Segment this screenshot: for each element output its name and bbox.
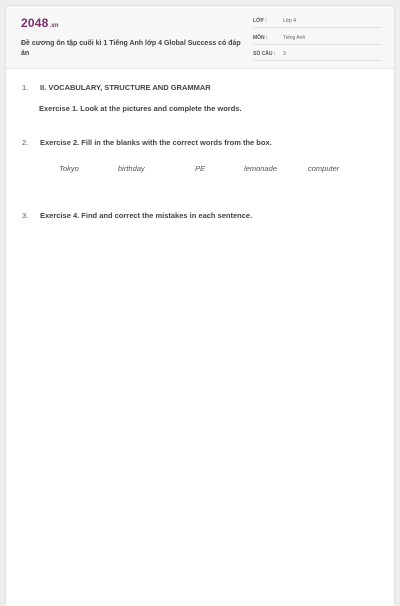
- question-number: 1.: [22, 83, 29, 92]
- exercise-1-instruction: Exercise 1. Look at the pictures and complete the words.: [39, 104, 242, 113]
- meta-subject-label: MÔN :: [253, 35, 268, 41]
- word-box-item: lemonade: [244, 164, 277, 173]
- document-header: [6, 6, 394, 69]
- question-heading: Exercise 2. Fill in the blanks with the correct words from the box.: [40, 138, 272, 147]
- word-box-item: computer: [308, 164, 340, 173]
- question-number: 3.: [22, 211, 29, 220]
- meta-grade: [253, 15, 381, 28]
- word-box-item: PE: [195, 164, 206, 173]
- site-logo[interactable]: [21, 16, 59, 30]
- question-heading: Exercise 4. Find and correct the mistakes in each sentence.: [40, 211, 253, 220]
- question-heading: II. VOCABULARY, STRUCTURE AND GRAMMAR: [40, 83, 211, 92]
- meta-question-count: [253, 48, 381, 61]
- document-title: Đề cương ôn tập cuối kì 1 Tiếng Anh lớp 4 Global Success có đáp án: [21, 40, 241, 57]
- meta-subject: [253, 32, 381, 45]
- meta-count-value: 3: [283, 51, 286, 57]
- meta-grade-value: Lớp 4: [283, 18, 297, 24]
- meta-grade-label: LỚP :: [253, 18, 267, 24]
- meta-subject-value: Tiếng Anh: [283, 35, 306, 41]
- question-number: 2.: [22, 138, 29, 147]
- logo-suffix: .vn: [49, 23, 59, 29]
- meta-count-label: SỐ CÂU :: [253, 51, 276, 57]
- worksheet-page: [6, 6, 394, 606]
- word-box-item: birthday: [118, 164, 145, 173]
- logo-text: 2048: [21, 16, 49, 30]
- word-box-item: Tokyo: [59, 164, 79, 173]
